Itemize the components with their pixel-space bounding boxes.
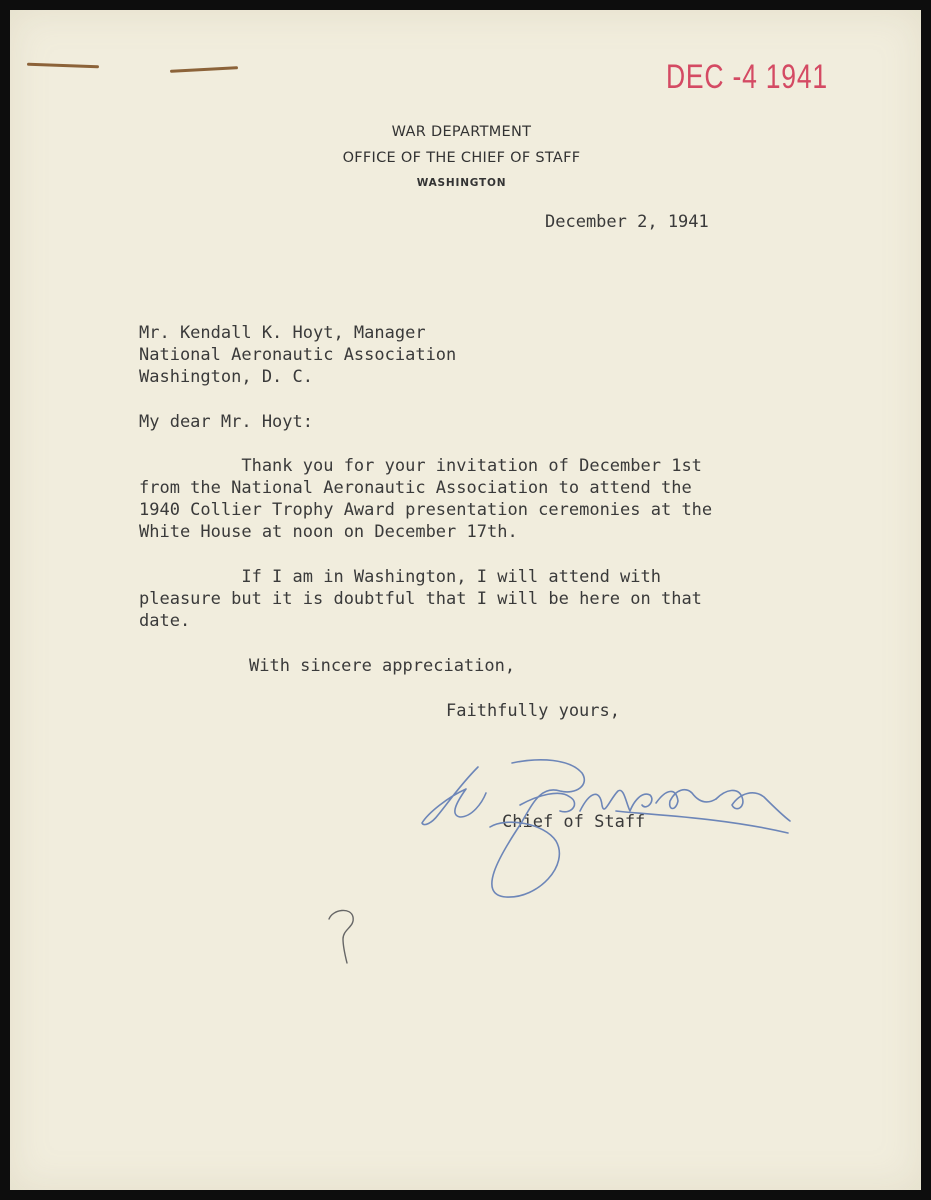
letterhead-department: WAR DEPARTMENT — [391, 124, 532, 140]
signature — [420, 745, 800, 905]
recipient-city: Washington, D. C. — [139, 367, 313, 387]
letter-date: December 2, 1941 — [545, 212, 709, 232]
body-paragraph-2-line-1: If I am in Washington, I will attend with — [139, 567, 661, 587]
recipient-name: Mr. Kendall K. Hoyt, Manager — [139, 323, 426, 343]
letterhead-city: WASHINGTON — [416, 177, 507, 189]
body-paragraph-2-line-2: pleasure but it is doubtful that I will be here on that — [139, 589, 702, 609]
salutation: My dear Mr. Hoyt: — [139, 412, 313, 432]
body-paragraph-1-line-2: from the National Aeronautic Association to attend the — [139, 478, 692, 498]
closing-appreciation: With sincere appreciation, — [249, 656, 516, 676]
letter-page — [10, 10, 921, 1190]
signer-title: Chief of Staff — [502, 812, 646, 832]
letterhead-office: OFFICE OF THE CHIEF OF STAFF — [342, 150, 581, 166]
pencil-question-mark — [325, 905, 365, 965]
date-received-stamp: DEC -4 1941 — [666, 58, 828, 96]
body-paragraph-1-line-4: White House at noon on December 17th. — [139, 522, 518, 542]
closing-valediction: Faithfully yours, — [446, 701, 620, 721]
rust-stain-left — [27, 63, 99, 69]
body-paragraph-2-line-3: date. — [139, 611, 191, 631]
body-paragraph-1-line-1: Thank you for your invitation of December 1st — [139, 456, 702, 476]
body-paragraph-1-line-3: 1940 Collier Trophy Award presentation ceremonies at the — [139, 500, 713, 520]
rust-stain-right — [170, 66, 238, 73]
recipient-organization: National Aeronautic Association — [139, 345, 457, 365]
